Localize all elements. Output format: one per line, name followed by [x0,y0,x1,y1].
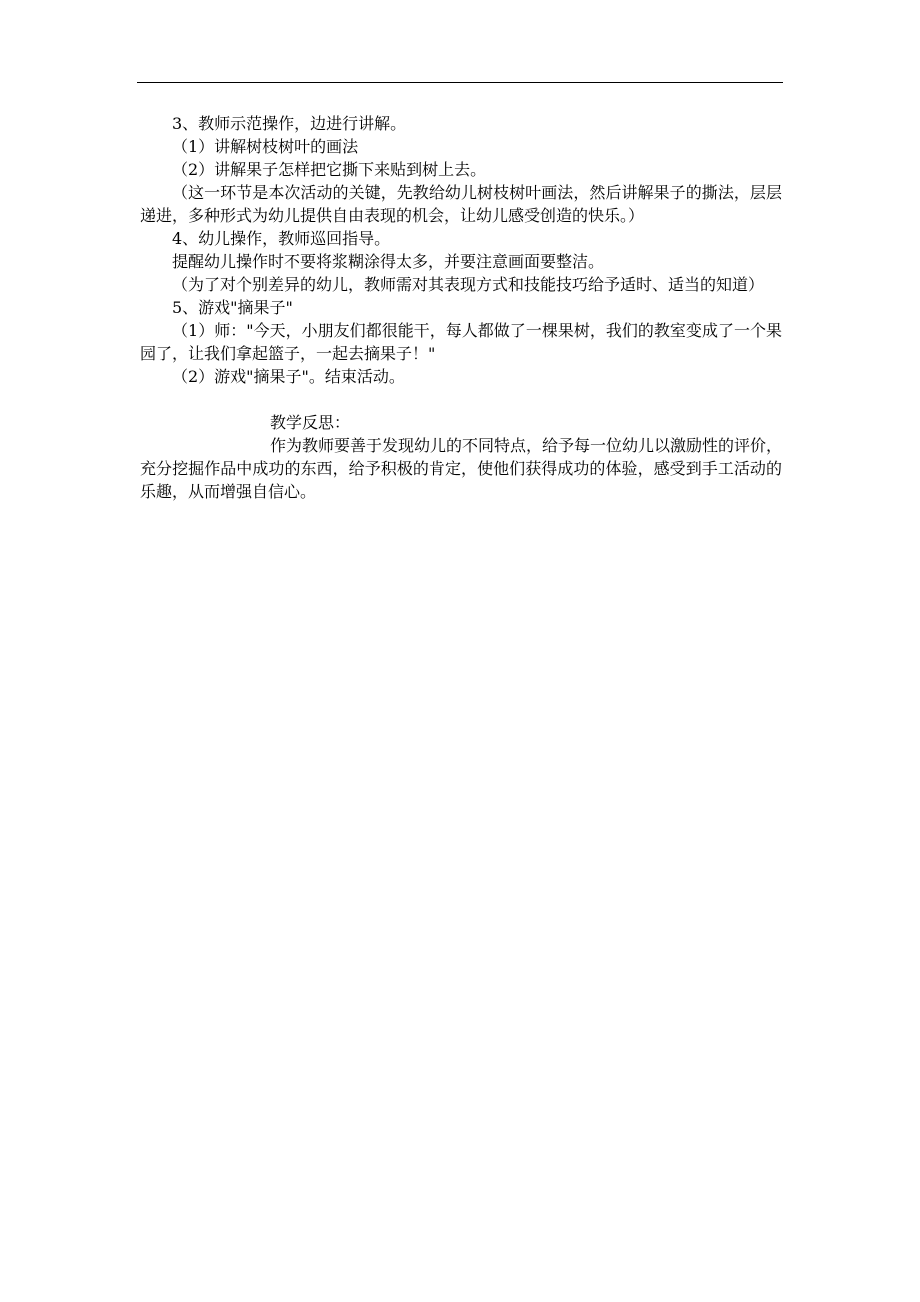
header-rule [137,82,783,83]
paragraph-step-5-1: （1）师："今天，小朋友们都很能干，每人都做了一棵果树，我们的教室变成了一个果园了，让我们拿起篮子，一起去摘果子！" [140,321,782,363]
paragraph-step-3: 3、教师示范操作，边进行讲解。 [172,114,407,133]
paragraph-step-3-2: （2）讲解果子怎样把它撕下来贴到树上去。 [172,160,487,179]
paragraph-step-5-2: （2）游戏"摘果子"。结束活动。 [172,367,405,386]
paragraph-step-3-note: （这一环节是本次活动的关键，先教给幼儿树枝树叶画法，然后讲解果子的撕法，层层递进，多种形式为幼儿提供自由表现的机会，让幼儿感受创造的快乐。） [140,183,782,225]
document-body [140,112,782,503]
paragraph-step-4-reminder: 提醒幼儿操作时不要将浆糊涂得太多，并要注意画面要整洁。 [172,252,605,271]
paragraph-step-3-1: （1）讲解树枝树叶的画法 [172,137,359,156]
reflection-body: 作为教师要善于发现幼儿的不同特点，给予每一位幼儿以激励性的评价，充分挖掘作品中成功的东西，给予积极的肯定，使他们获得成功的体验，感受到手工活动的乐趣，从而增强自信心。 [140,436,783,501]
paragraph-step-4: 4、幼儿操作，教师巡回指导。 [172,229,391,248]
paragraph-step-5: 5、游戏"摘果子" [172,298,293,317]
blank-line [140,388,782,411]
paragraph-step-4-note: （为了对个别差异的幼儿，教师需对其表现方式和技能技巧给予适时、适当的知道） [172,275,765,294]
reflection-title: 教学反思： [270,413,351,432]
